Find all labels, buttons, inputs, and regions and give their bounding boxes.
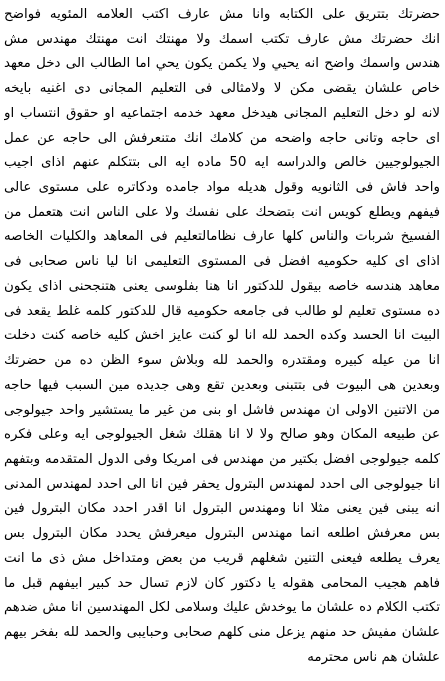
text-line-13: ده مستوى تعليم لو طالب فى جامعه حكوميه قال للدكتور كلمه غلط يقعد فى xyxy=(4,303,440,319)
text-line-19: كلمه جيولوجى افضل بكتير من مهندس فى امريكا وفى الدول المتقدمه وبتفهم xyxy=(4,451,440,467)
text-line-1: حضرتك بتتريق على الكتابه وانا مش عارف اكتب العلامه المئويه فواضح xyxy=(4,7,440,22)
text-line-24: فاهم هجيب المحامى هقوله يا دكتور كان لازم تسال حد كبير ابيفهم قبل ما xyxy=(4,575,440,591)
text-line-4: خاص علشان يقضى مكن لا ولامثالى فى التعليم المجانى دى اغنيه بايخه xyxy=(4,81,440,97)
text-line-2: انك حضرتك مش عارف تكتب اسمك ولا مهنتك انت مهنتك مهندس مش xyxy=(4,31,440,47)
text-line-21: انه يبنى فين يعنى مثلا انا ومهندس البترول انا اقدر احدد مكان البترول فين xyxy=(4,501,440,517)
text-line-20: انا جيولوجى الى احدد لمهندس البترول يحفر فين انا الى احدد لمهندس المدنى xyxy=(4,476,440,492)
text-line-9: فيفهم ويطلع كويس انت بتضحك على نفسك ولا على الناس انت هتعمل من xyxy=(4,204,440,220)
text-line-6: اى حاجه وتانى حاجه واضحه من كلامك انك متنعرفش الى حاجه عن عمل xyxy=(4,130,440,146)
comment-text xyxy=(4,3,440,670)
text-line-12: معاهد هندسه خاصه بيقول للدكتور انا هنا بفلوسى يعنى هتنجحنى اذاى يكون xyxy=(4,278,440,294)
text-line-15: انا من عيله كبيره ومقتدره والحمد لله وبلاش سوء الظن ده من حضرتك xyxy=(4,353,440,369)
text-line-22: بس معرفش اطلعه انما مهندس البترول ميعرفش يحدد مكان البترول بس xyxy=(4,526,440,542)
text-line-3: هندس واسمك واضح انه يحيي ولا يكمن يكون يحي اما الطالب الى دخل معهد xyxy=(4,56,440,72)
text-line-11: اذاى اى كليه حكوميه افضل فى المستوى التعليمى انا ليا ناس صحابى فى xyxy=(4,254,440,270)
text-line-16: وبعدين هى البيوت فى بتتبنى وبعدين تقع وهى جديده مين السبب فيها حاجه xyxy=(4,377,440,393)
text-line-27: علشان هم ناس محترمه xyxy=(307,649,440,665)
text-line-17: من الاتنين الاولى ان مهندس فاشل او بنى من غير ما يستشير واحد جيولوجى xyxy=(4,402,440,418)
text-line-23: يعرف يطلعه فيعنى التنين شغلهم قريب من بعض ومتداخل مش ذى ما انت xyxy=(4,550,440,566)
text-line-7: الجيولوجيين خالص والدراسه ايه 50 ماده ايه الى بتتكلم عنهم اذاى اجيب xyxy=(4,155,440,171)
text-line-8: واحد فاش فى الثانويه وقول هديله مواد جامده ودكاتره على مستوى عالى xyxy=(4,180,440,196)
text-line-18: عن طبيعه المكان وهو صالح ولا لا انا هقلك شغل الجيولوجى ايه وعلى فكره xyxy=(4,427,440,443)
text-line-26: علشان مفيش حد منهم يزعل منى كلهم صحابى وحبايبى والحمد لله بفخر بيهم xyxy=(4,624,440,640)
text-line-10: الفسيخ شربات والناس كلها عارف نظامالتعليم فى المعاهد والكليات الخاصه xyxy=(4,229,440,245)
text-line-14: البيت انا الحسد وكده الحمد لله انا لو كنت عايز اخش كليه خاصه كنت دخلت xyxy=(4,328,440,344)
text-line-5: لانه لو دخل التعليم المجانى هيدخل معهد خدمه اجتماعيه او حقوق انتساب او xyxy=(4,105,440,121)
text-line-25: تكتب الكلام ده علشان ما يوخدش عليك وسلامى لكل المهندسين انا مش ضدهم xyxy=(4,600,440,616)
